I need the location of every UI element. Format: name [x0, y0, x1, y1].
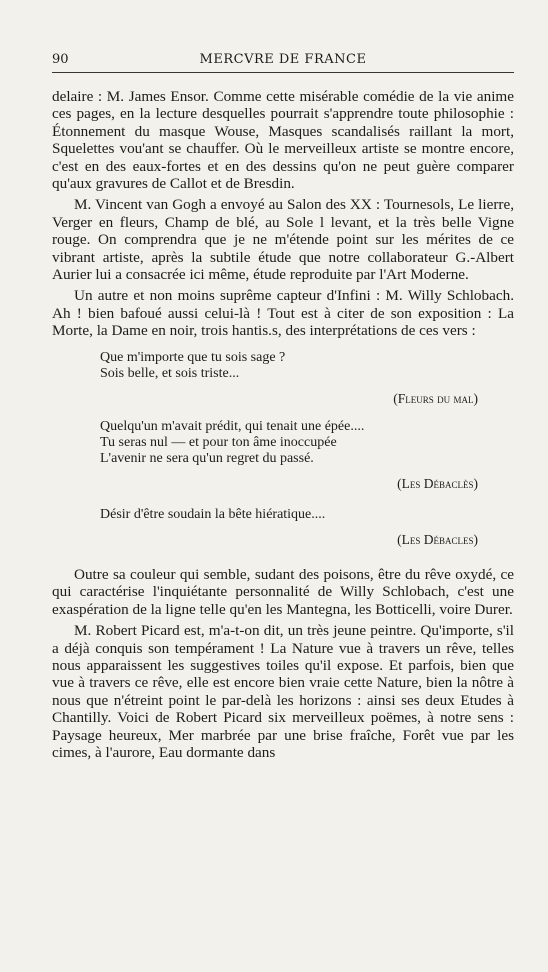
- paragraph: M. Vincent van Gogh a envoyé au Salon des XX : Tournesols, Le lierre, Verger en fleurs, Champ de blé, au Sole l levant, et la très belle Vigne rouge. On comprendra que je ne m'étende point sur les mérites de ce vibrant artiste, après la subtile étude que notre collaborateur G.-Albert Aurier lui a consacrée ici même, étude reproduite par l'Art Moderne.: [52, 196, 514, 284]
- page-number: 90: [52, 52, 69, 67]
- verse-line: Sois belle, et sois triste...: [100, 365, 240, 381]
- paragraph: Outre sa couleur qui semble, sudant des poisons, être du rêve oxydé, ce qui caractérise l'inquiétante personnalité de Willy Schlobach, c'est une exaspération de la ligne telle qu'en les Mantegna, les Botticelli, voire Durer.: [52, 565, 514, 618]
- verse-line: Que m'importe que tu sois sage ?: [100, 349, 286, 365]
- verse-line: Tu seras nul — et pour ton âme inoccupée: [100, 435, 337, 451]
- verse-source: (Les Débacles): [397, 531, 478, 547]
- verse-quote: [52, 507, 514, 548]
- verse-line: Quelqu'un m'avait prédit, qui tenait une épée....: [100, 419, 365, 435]
- running-head: MERCVRE DE FRANCE: [199, 52, 367, 67]
- paragraph: M. Robert Picard est, m'a-t-on dit, un très jeune peintre. Qu'importe, s'il a déjà conquis son tempérament ! La Nature vue à travers un rêve, telles nous apparaissent les suggestives toiles qu'il expose. Et parfois, bien que vue à travers ce rêve, elle est encore bien vraie cette Nature, bien la nôtre à nous que n'étreint point le par-delà les horizons : ainsi ses deux Etudes à Chantilly. Voici de Robert Picard six merveilleux poëmes, à notre sens : Paysage heureux, Mer marbrée par une brise fraîche, Forêt vue par les cimes, à l'aurore, Eau dormante dans: [52, 622, 514, 761]
- verse-line: L'avenir ne sera qu'un regret du passé.: [100, 451, 314, 467]
- page-header: [52, 50, 514, 73]
- verse-quote: [52, 419, 514, 492]
- paragraph: Un autre et non moins suprême capteur d'Infini : M. Willy Schlobach. Ah ! bien bafoué aussi celui-là ! Tout est à citer de son exposition : La Morte, la Dame en noir, trois hantis.s, des interprétations de ces vers :: [52, 287, 514, 340]
- verse-line: Désir d'être soudain la bête hiératique....: [100, 506, 326, 522]
- verse-source: (Fleurs du mal): [393, 390, 478, 406]
- verse-quote: [52, 350, 514, 407]
- paragraph: delaire : M. James Ensor. Comme cette misérable comédie de la vie anime ces pages, en la lecture desquelles pourrait s'apprendre toute philosophie : Étonnement du masque Wouse, Masques scandalisés raillant la mort, Squelettes vou'ant se chauffer. Où le merveilleux artiste se montre encore, c'est en des eaux-fortes et en des dessins qu'on ne peut guère comparer qu'aux gravures de Callot et de Bresdin.: [52, 88, 514, 193]
- body-text: [52, 88, 514, 761]
- verse-source: (Les Débaclès): [397, 476, 478, 492]
